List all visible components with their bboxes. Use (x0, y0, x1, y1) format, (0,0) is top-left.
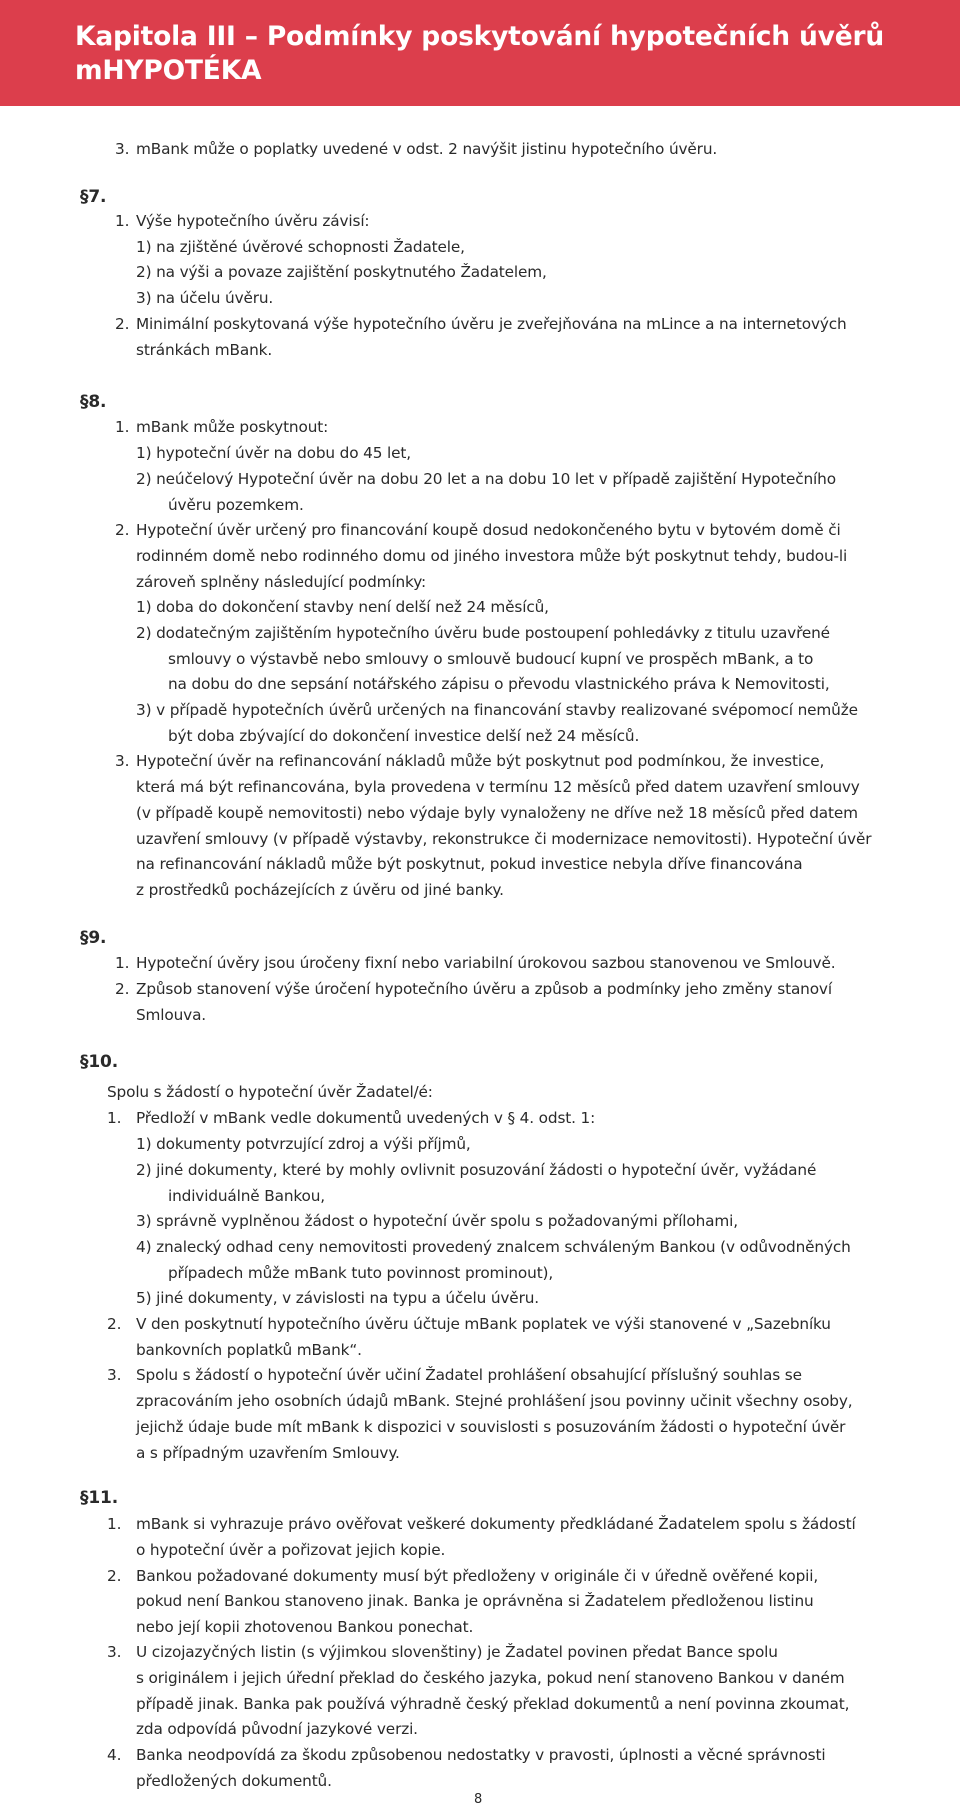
paragraph-text: o hypoteční úvěr a pořizovat jejich kopie. (136, 1541, 446, 1559)
paragraph-number: 1. (115, 954, 130, 972)
list-item: být doba zbývající do dokončení investice delší než 24 měsíců. (168, 727, 640, 745)
section-heading-9: §9. (80, 928, 107, 948)
paragraph-text: jejichž údaje bude mít mBank k dispozici v souvislosti s posuzováním žádosti o hypoteční úvěr (136, 1418, 846, 1436)
list-item: individuálně Bankou, (168, 1187, 325, 1205)
paragraph-text: zároveň splněny následující podmínky: (136, 573, 426, 591)
paragraph-number: 3. (107, 1643, 122, 1661)
paragraph-number: 2. (115, 521, 130, 539)
section-heading-11: §11. (80, 1488, 119, 1508)
list-item: 1) hypoteční úvěr na dobu do 45 let, (136, 444, 411, 462)
paragraph-text: a s případným uzavřením Smlouvy. (136, 1444, 400, 1462)
paragraph-text: Předloží v mBank vedle dokumentů uvedených v § 4. odst. 1: (136, 1109, 596, 1127)
paragraph-number: 1. (115, 418, 130, 436)
paragraph-number: 1. (107, 1515, 122, 1533)
list-item: 4) znalecký odhad ceny nemovitosti provedený znalcem schváleným Bankou (v odůvodněných (136, 1238, 851, 1256)
paragraph-number: 3. (115, 140, 130, 158)
paragraph-text: rodinném domě nebo rodinného domu od jiného investora může být poskytnut tehdy, budou-li (136, 547, 848, 565)
paragraph-text: Hypoteční úvěr na refinancování nákladů může být poskytnut pod podmínkou, že investice, (136, 752, 825, 770)
paragraph-text: mBank může o poplatky uvedené v odst. 2 navýšit jistinu hypotečního úvěru. (136, 140, 718, 158)
list-item: 2) neúčelový Hypoteční úvěr na dobu 20 let a na dobu 10 let v případě zajištění Hypotečního (136, 470, 836, 488)
list-item: smlouvy o výstavbě nebo smlouvy o smlouvě budoucí kupní ve prospěch mBank, a to (168, 650, 814, 668)
list-item: 3) správně vyplněnou žádost o hypoteční úvěr spolu s požadovanými přílohami, (136, 1212, 738, 1230)
paragraph-number: 1. (107, 1109, 122, 1127)
paragraph-text: pokud není Bankou stanoveno jinak. Banka je oprávněna si Žadatelem předloženou listinu (136, 1592, 814, 1610)
section-heading-8: §8. (80, 392, 107, 412)
chapter-title (75, 20, 935, 88)
paragraph-number: 4. (107, 1746, 122, 1764)
paragraph-text: uzavření smlouvy (v případě výstavby, rekonstrukce či modernizace nemovitosti). Hypoteční úvěr (136, 830, 872, 848)
paragraph-text: bankovních poplatků mBank“. (136, 1341, 362, 1359)
paragraph-number: 2. (115, 980, 130, 998)
paragraph-number: 1. (115, 212, 130, 230)
paragraph-text: mBank si vyhrazuje právo ověřovat veškeré dokumenty předkládané Žadatelem spolu s žádostí (136, 1515, 856, 1533)
paragraph-text: Minimální poskytovaná výše hypotečního úvěru je zveřejňována na mLince a na internetových (136, 315, 847, 333)
chapter-header (0, 0, 960, 106)
paragraph-text: stránkách mBank. (136, 341, 273, 359)
paragraph-text: zpracováním jeho osobních údajů mBank. Stejné prohlášení jsou povinny učinit všechny osoby, (136, 1392, 853, 1410)
section-heading-10: §10. (80, 1052, 119, 1072)
list-item: na dobu do dne sepsání notářského zápisu o převodu vlastnického práva k Nemovitosti, (168, 675, 830, 693)
paragraph-text: případě jinak. Banka pak používá výhradně český překlad dokumentů a není povinna zkoumat, (136, 1695, 850, 1713)
list-item: úvěru pozemkem. (168, 496, 304, 514)
paragraph-text: Spolu s žádostí o hypoteční úvěr učiní Žadatel prohlášení obsahující příslušný souhlas se (136, 1366, 802, 1384)
paragraph-text: Banka neodpovídá za škodu způsobenou nedostatky v pravosti, úplnosti a věcné správnosti (136, 1746, 826, 1764)
section-intro: Spolu s žádostí o hypoteční úvěr Žadatel/é: (107, 1083, 433, 1101)
paragraph-text: Bankou požadované dokumenty musí být předloženy v originále či v úředně ověřené kopii, (136, 1567, 819, 1585)
paragraph-text: zda odpovídá původní jazykové verzi. (136, 1720, 418, 1738)
list-item: případech může mBank tuto povinnost prominout), (168, 1264, 554, 1282)
list-item: 5) jiné dokumenty, v závislosti na typu a účelu úvěru. (136, 1289, 539, 1307)
paragraph-number: 3. (107, 1366, 122, 1384)
chapter-title-line-1: Kapitola III – Podmínky poskytování hypotečních úvěrů (75, 21, 885, 52)
list-item: 2) dodatečným zajištěním hypotečního úvěru bude postoupení pohledávky z titulu uzavřené (136, 624, 830, 642)
list-item: 3) v případě hypotečních úvěrů určených na financování stavby realizované svépomocí nemůže (136, 701, 858, 719)
page-number: 8 (474, 1792, 483, 1807)
paragraph-number: 2. (107, 1567, 122, 1585)
list-item: 2) na výši a povaze zajištění poskytnutého Žadatelem, (136, 263, 547, 281)
paragraph-text: Smlouva. (136, 1006, 207, 1024)
paragraph-text: (v případě koupě nemovitosti) nebo výdaje byly vynaloženy ne dříve než 18 měsíců před datem (136, 804, 858, 822)
paragraph-number: 2. (107, 1315, 122, 1333)
paragraph-text: která má být refinancována, byla provedena v termínu 12 měsíců před datem uzavření smlouvy (136, 778, 860, 796)
paragraph-text: nebo její kopii zhotovenou Bankou ponechat. (136, 1618, 474, 1636)
list-item: 1) doba do dokončení stavby není delší než 24 měsíců, (136, 598, 549, 616)
paragraph-text: Způsob stanovení výše úročení hypotečního úvěru a způsob a podmínky jeho změny stanoví (136, 980, 832, 998)
paragraph-text: mBank může poskytnout: (136, 418, 329, 436)
paragraph-text: předložených dokumentů. (136, 1772, 332, 1790)
paragraph-text: Hypoteční úvěry jsou úročeny fixní nebo variabilní úrokovou sazbou stanovenou ve Smlouvě. (136, 954, 836, 972)
paragraph-text: z prostředků pocházejících z úvěru od jiné banky. (136, 881, 504, 899)
chapter-title-line-2: mHYPOTÉKA (75, 55, 262, 86)
paragraph-text: s originálem i jejich úřední překlad do českého jazyka, pokud není stanoveno Bankou v daném (136, 1669, 845, 1687)
list-item: 1) na zjištěné úvěrové schopnosti Žadatele, (136, 238, 465, 256)
list-item: 2) jiné dokumenty, které by mohly ovlivnit posuzování žádosti o hypoteční úvěr, vyžádané (136, 1161, 817, 1179)
list-item: 3) na účelu úvěru. (136, 289, 274, 307)
paragraph-text: na refinancování nákladů může být poskytnut, pokud investice nebyla dříve financována (136, 855, 803, 873)
list-item: 1) dokumenty potvrzující zdroj a výši příjmů, (136, 1135, 471, 1153)
paragraph-text: Hypoteční úvěr určený pro financování koupě dosud nedokončeného bytu v bytovém domě či (136, 521, 841, 539)
section-heading-7: §7. (80, 187, 107, 207)
paragraph-number: 2. (115, 315, 130, 333)
paragraph-text: Výše hypotečního úvěru závisí: (136, 212, 370, 230)
paragraph-text: V den poskytnutí hypotečního úvěru účtuje mBank poplatek ve výši stanovené v „Sazebníku (136, 1315, 831, 1333)
paragraph-number: 3. (115, 752, 130, 770)
paragraph-text: U cizojazyčných listin (s výjimkou slovenštiny) je Žadatel povinen předat Bance spolu (136, 1643, 778, 1661)
